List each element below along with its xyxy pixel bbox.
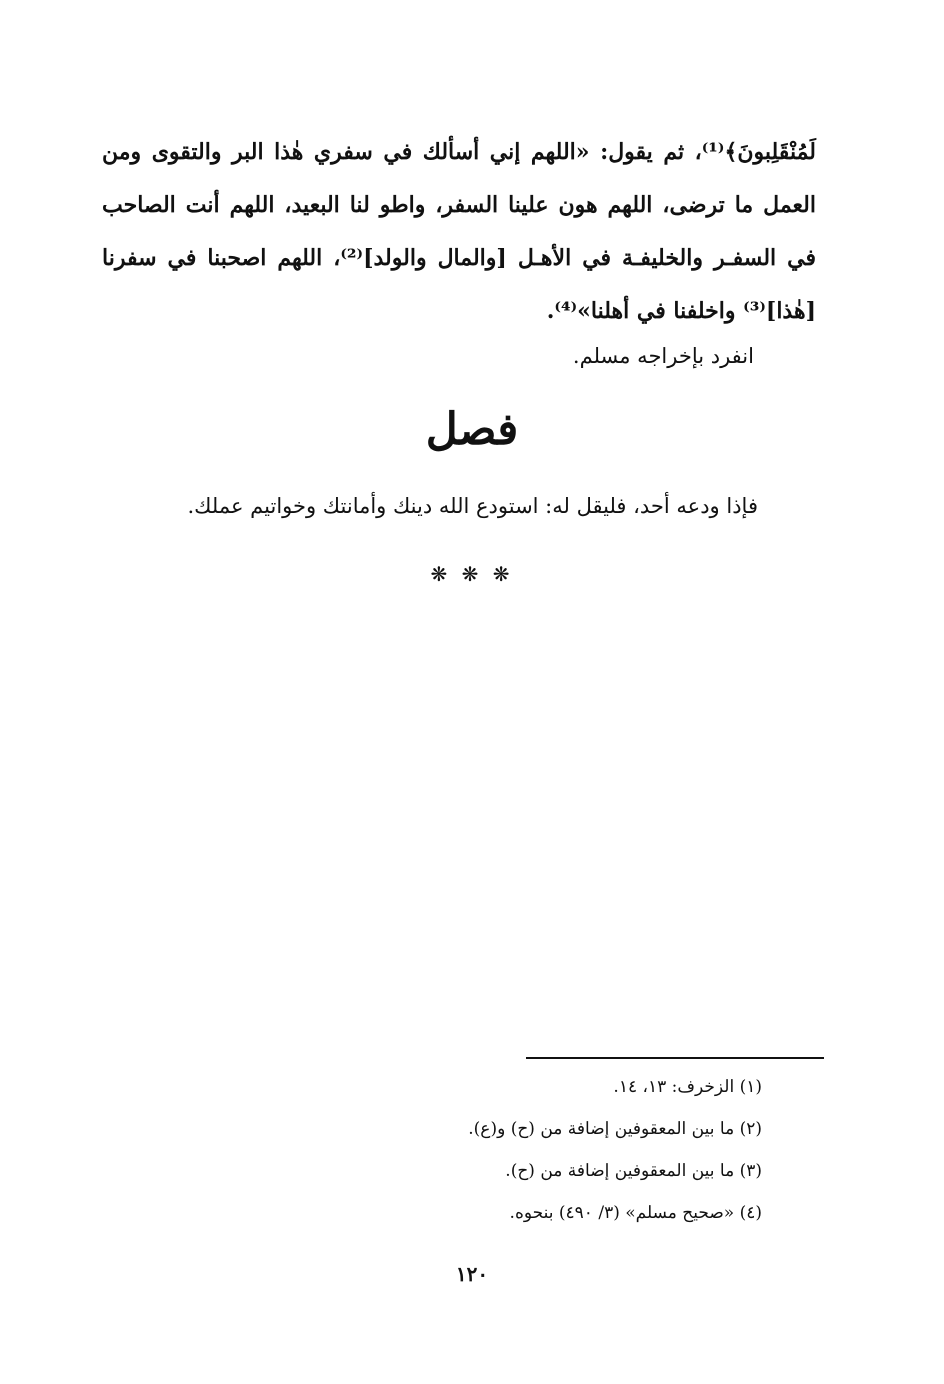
footnote-divider	[526, 1057, 824, 1059]
footnote-1: (١) الزخرف: ١٣، ١٤.	[613, 1077, 762, 1097]
asterism-separator: ❋ ❋ ❋	[430, 562, 514, 586]
page-number: ١٢٠	[455, 1262, 489, 1286]
main-paragraph-text: لَمُنْقَلِبونَ﴾⁽¹⁾، ثم يقول: «اللهم إني أسألك في سفري هٰذا البر والتقوى ومن العمل ما ترضى، اللهم هون علينا السفر، واطو لنا البعيد، اللهم أنت الصاحب في السفـر والخليفـة في الأهـل [والمال والولد]⁽²⁾، اللهم اصحبنا في سفرنا [هٰذا]⁽³⁾ واخلفنا في أهلنا»⁽⁴⁾.	[102, 139, 816, 324]
source-note: انفرد بإخراجه مسلم.	[572, 344, 754, 368]
farewell-paragraph: فإذا ودعه أحد، فليقل له: استودع الله دينك وأمانتك وخواتيم عملك.	[187, 494, 758, 518]
main-paragraph	[102, 126, 816, 338]
section-heading: فصل	[425, 404, 519, 455]
footnote-2: (٢) ما بين المعقوفين إضافة من (ح) و(ع).	[468, 1119, 762, 1139]
footnote-3: (٣) ما بين المعقوفين إضافة من (ح).	[505, 1161, 762, 1181]
footnotes	[202, 1066, 762, 1234]
footnote-4: (٤) «صحيح مسلم» (٣/ ٤٩٠) بنحوه.	[509, 1203, 762, 1223]
